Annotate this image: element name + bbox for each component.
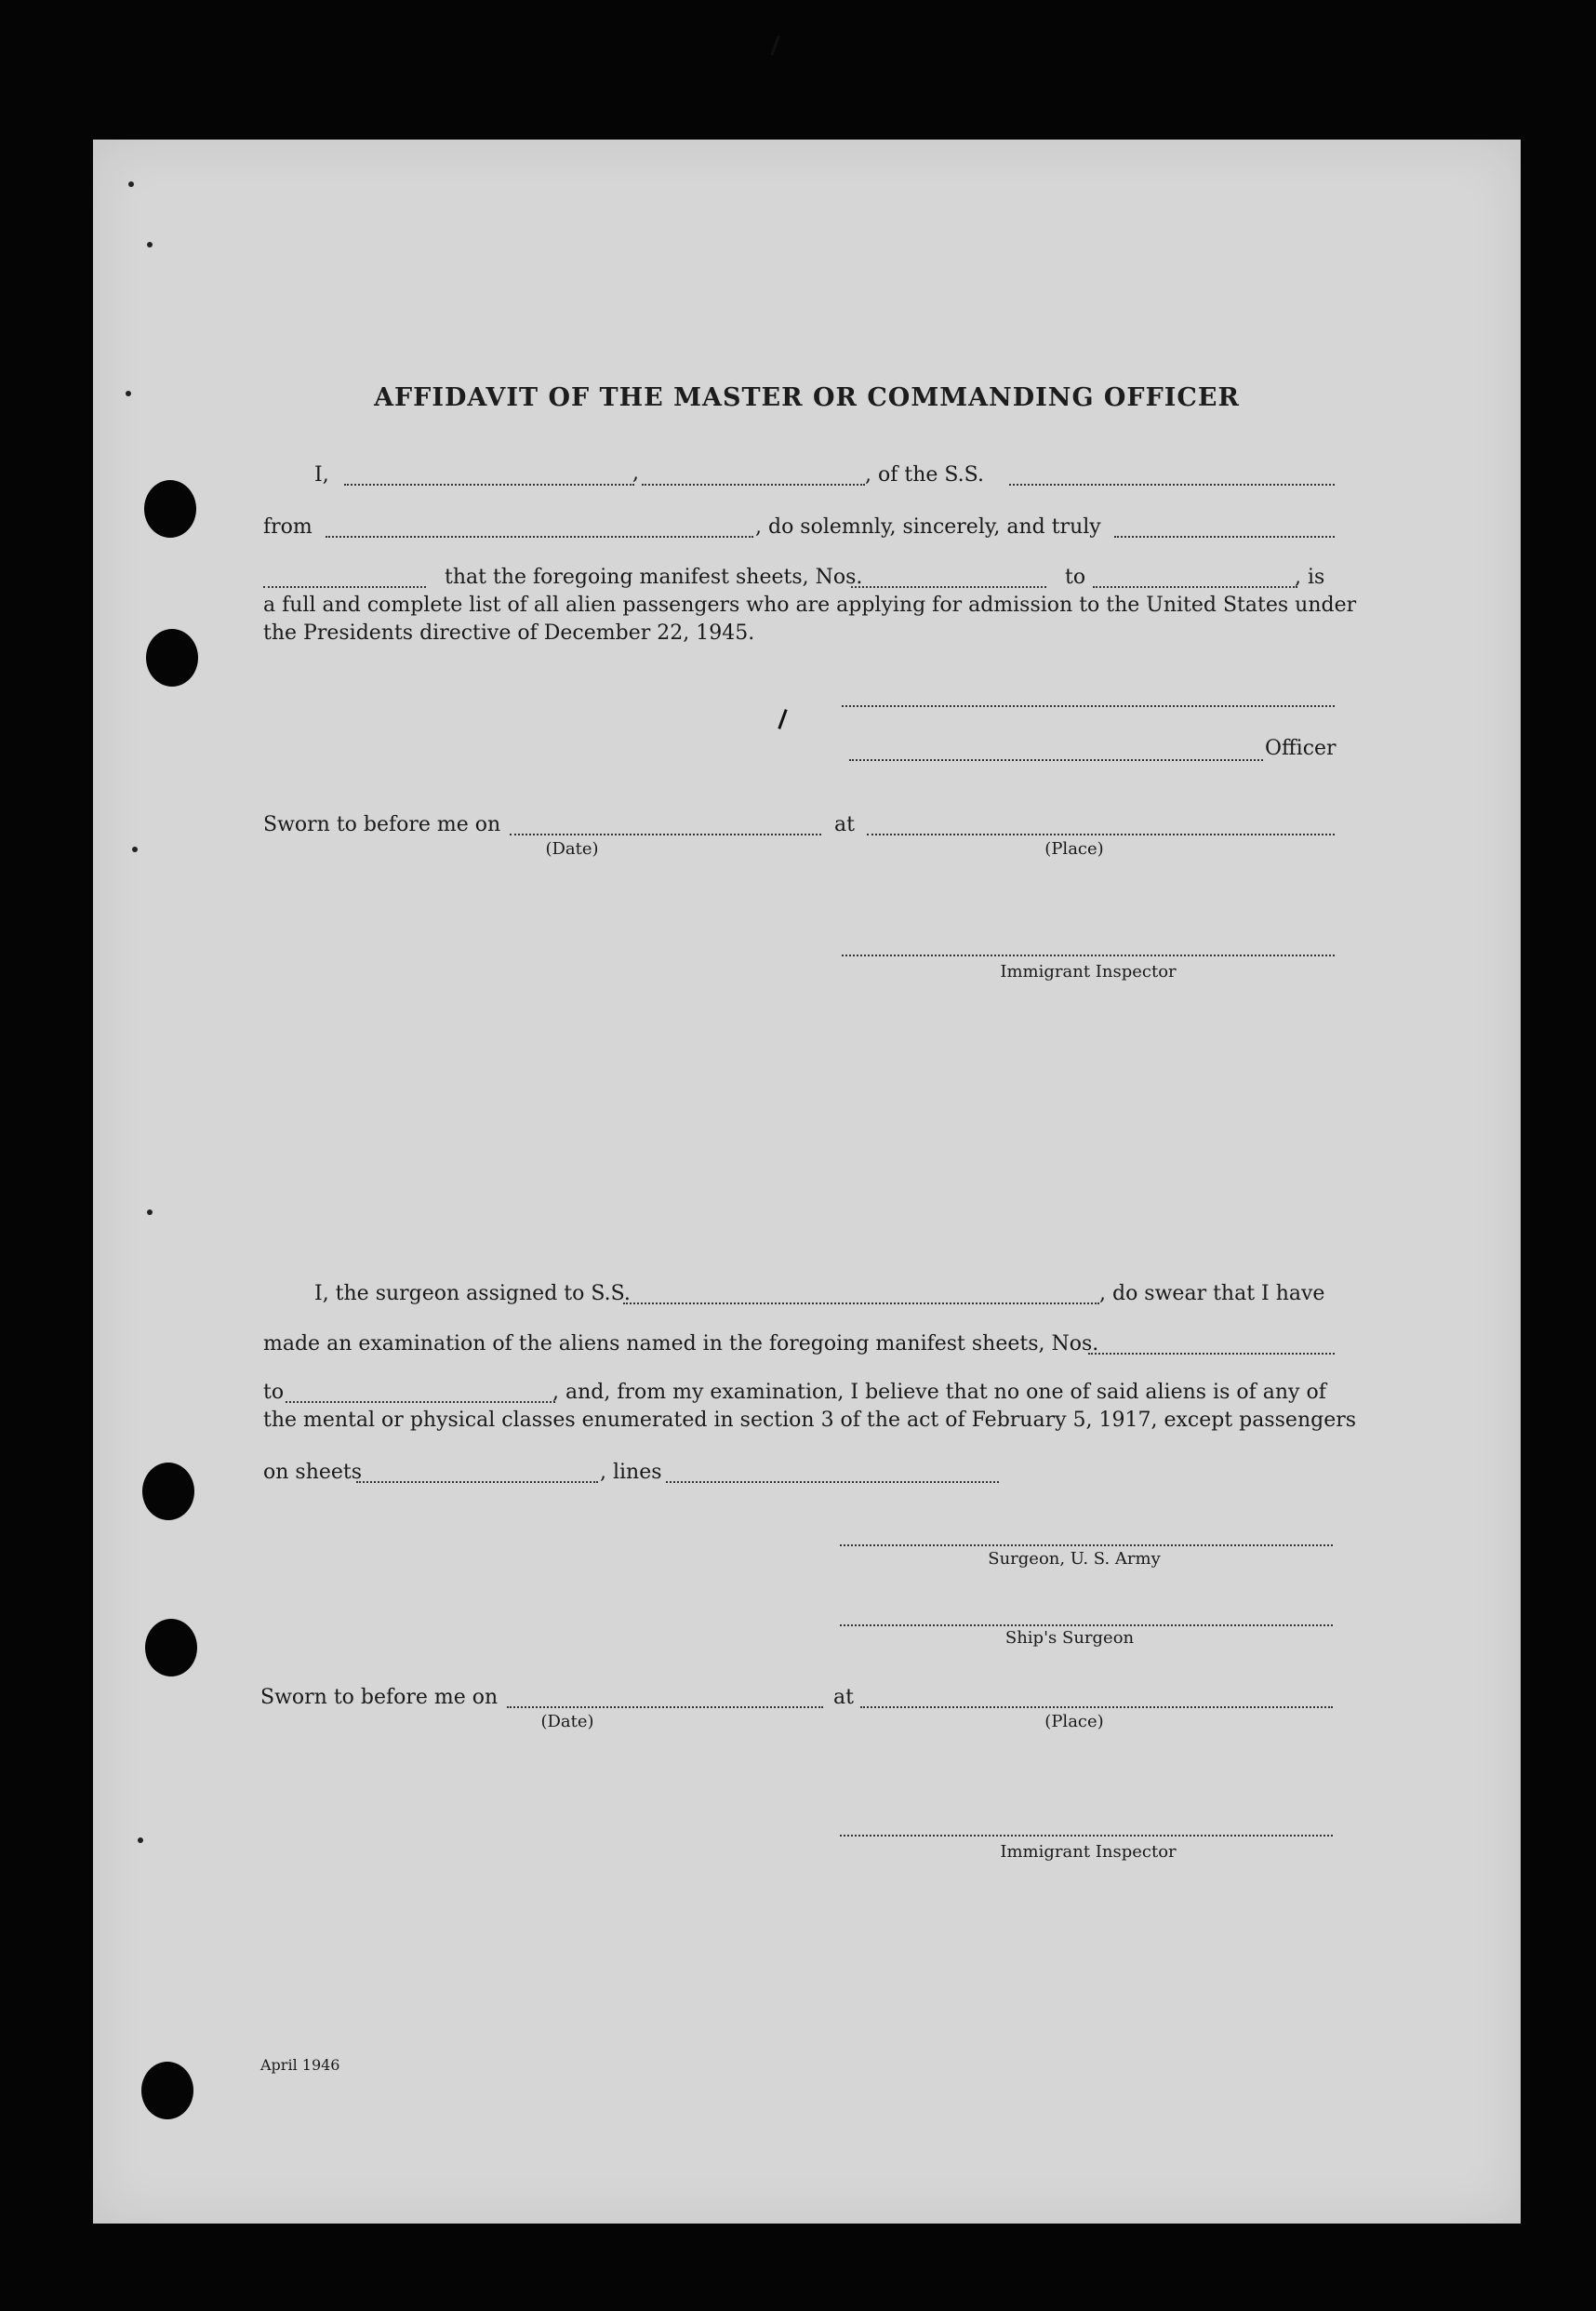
surgeon-sworn-place-field[interactable] — [860, 1706, 1333, 1708]
ink-speck — [132, 847, 138, 852]
surgeon-line3: , and, from my examination, I believe that no one of said aliens is of any of — [552, 1381, 1326, 1404]
name-field[interactable] — [344, 484, 634, 486]
master-line3: the Presidents directive of December 22, 1945. — [263, 621, 755, 645]
ink-speck — [128, 181, 134, 187]
on-sheets-label: on sheets — [263, 1461, 363, 1484]
punch-hole — [141, 2062, 193, 2119]
ship-surgeon-signature-field[interactable] — [840, 1624, 1333, 1626]
page-title: AFFIDAVIT OF THE MASTER OR COMMANDING OFFICER — [374, 383, 1240, 412]
nos-to-field[interactable] — [1093, 586, 1297, 588]
form-date: April 1946 — [260, 2056, 340, 2074]
name-field-2[interactable] — [642, 484, 865, 486]
ship-name-field[interactable] — [1009, 484, 1335, 486]
surgeon-intro: I, the surgeon assigned to S.S. — [314, 1282, 631, 1305]
pen-mark — [778, 709, 787, 729]
surgeon-at-label: at — [833, 1686, 854, 1709]
master-i: I, — [314, 463, 329, 487]
lines-label: , lines — [600, 1461, 662, 1484]
to-label: to — [1065, 566, 1086, 589]
affirm-field[interactable] — [263, 586, 426, 588]
surgeon-place-caption: (Place) — [1044, 1712, 1104, 1731]
surgeon-sworn-date-field[interactable] — [507, 1706, 823, 1708]
surgeon-nos-field[interactable] — [1088, 1353, 1335, 1355]
officer-label: Officer — [1265, 737, 1337, 760]
punch-hole — [142, 1463, 194, 1520]
ink-speck — [147, 242, 153, 247]
army-surgeon-signature-field[interactable] — [840, 1544, 1333, 1546]
comma: , — [632, 461, 639, 485]
surgeon-sworn-label: Sworn to before me on — [260, 1686, 499, 1709]
punch-hole — [144, 480, 196, 538]
punch-hole — [146, 629, 198, 687]
inspector-caption: Immigrant Inspector — [1000, 962, 1177, 982]
punch-hole — [145, 1619, 197, 1676]
surgeon-to-field[interactable] — [286, 1401, 555, 1403]
of-ss-label: , of the S.S. — [865, 463, 984, 487]
scan-mark — [770, 35, 779, 56]
solemnly-label: , do solemnly, sincerely, and truly — [755, 515, 1101, 539]
sworn-label: Sworn to before me on — [263, 813, 501, 836]
officer-field[interactable] — [849, 759, 1263, 761]
ink-speck — [126, 391, 131, 396]
ship-surgeon-caption: Ship's Surgeon — [1004, 1628, 1135, 1648]
is-label: , is — [1295, 566, 1325, 589]
ink-speck — [138, 1837, 143, 1843]
from-field[interactable] — [326, 536, 753, 538]
sheets-field[interactable] — [356, 1481, 598, 1483]
oath-field[interactable] — [1114, 536, 1335, 538]
manifest-label: that the foregoing manifest sheets, Nos. — [445, 566, 863, 589]
inspector-signature-field[interactable] — [842, 955, 1335, 956]
at-label: at — [834, 813, 855, 836]
signature-field[interactable] — [842, 705, 1335, 707]
sworn-date-field[interactable] — [510, 834, 821, 835]
ink-speck — [147, 1209, 153, 1215]
surgeon-line2: made an examination of the aliens named in the foregoing manifest sheets, Nos. — [263, 1332, 1099, 1356]
swear-label: , do swear that I have — [1099, 1282, 1325, 1305]
nos-from-field[interactable] — [851, 586, 1046, 588]
date-caption: (Date) — [545, 839, 599, 859]
surgeon-inspector-signature-field[interactable] — [840, 1835, 1333, 1837]
sworn-place-field[interactable] — [867, 834, 1335, 835]
army-surgeon-caption: Surgeon, U. S. Army — [988, 1549, 1161, 1569]
surgeon-to: to — [263, 1381, 285, 1404]
surgeon-ship-field[interactable] — [623, 1302, 1099, 1304]
surgeon-inspector-caption: Immigrant Inspector — [1000, 1842, 1177, 1862]
surgeon-line4: the mental or physical classes enumerated in section 3 of the act of February 5, 1917, except passengers — [263, 1409, 1357, 1432]
form-sheet — [93, 140, 1521, 2224]
place-caption: (Place) — [1044, 839, 1104, 859]
surgeon-date-caption: (Date) — [540, 1712, 594, 1731]
lines-field[interactable] — [666, 1481, 999, 1483]
master-line2: a full and complete list of all alien passengers who are applying for admission to the United States under — [263, 594, 1357, 617]
from-label: from — [263, 515, 313, 539]
